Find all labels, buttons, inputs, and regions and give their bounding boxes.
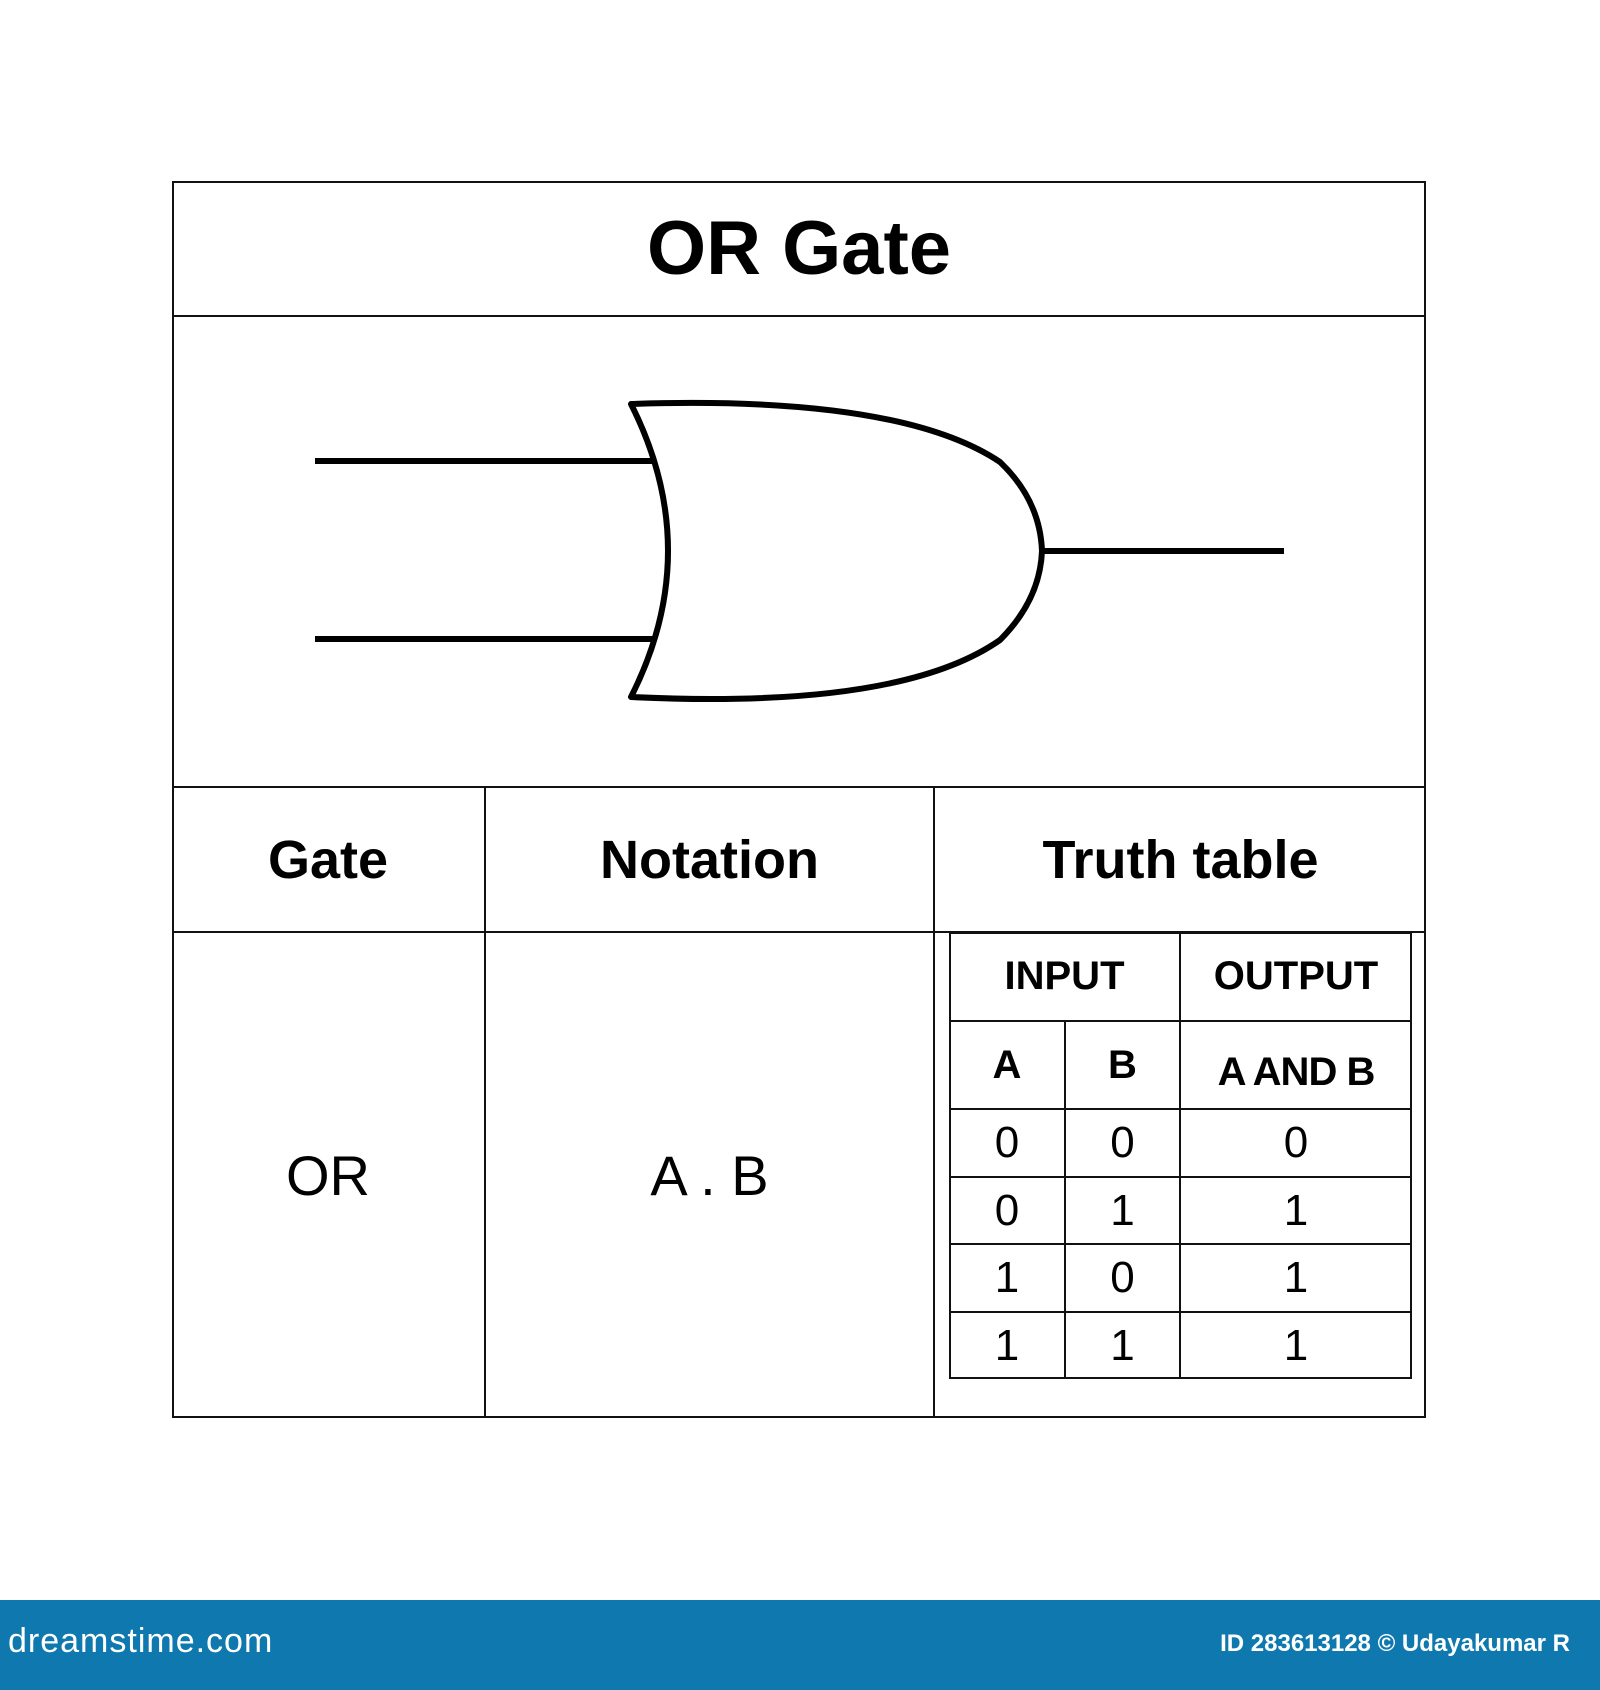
cell-b: 0 bbox=[1110, 1117, 1135, 1167]
cell-a: 0 bbox=[994, 1185, 1020, 1235]
cell-a: 0 bbox=[994, 1117, 1020, 1167]
or-gate-body bbox=[631, 403, 1042, 699]
column-output-header: A AND B bbox=[1217, 1049, 1375, 1094]
cell-b: 1 bbox=[1110, 1320, 1135, 1370]
gate-notation: A . B bbox=[650, 1144, 769, 1207]
column-a-header: A bbox=[992, 1042, 1022, 1087]
header-truth-table: Truth table bbox=[1042, 829, 1319, 890]
cell-output: 1 bbox=[1283, 1185, 1309, 1235]
output-header: OUTPUT bbox=[1213, 953, 1379, 998]
input-header: INPUT bbox=[1004, 953, 1125, 998]
gate-name: OR bbox=[286, 1144, 370, 1207]
dreamstime-logo[interactable]: dreamstime.com bbox=[8, 1622, 274, 1660]
cell-output: 1 bbox=[1283, 1252, 1309, 1302]
cell-a: 1 bbox=[994, 1252, 1020, 1302]
header-notation: Notation bbox=[600, 829, 819, 890]
column-b-header: B bbox=[1108, 1042, 1137, 1087]
or-gate-symbol bbox=[172, 316, 1426, 786]
cell-b: 1 bbox=[1110, 1185, 1135, 1235]
image-credit: ID 283613128 © Udayakumar R bbox=[1220, 1630, 1570, 1657]
cell-b: 0 bbox=[1110, 1252, 1135, 1302]
cell-a: 1 bbox=[994, 1320, 1020, 1370]
page-title: OR Gate bbox=[646, 206, 952, 291]
header-gate: Gate bbox=[267, 829, 389, 890]
footer-bar bbox=[0, 1600, 1600, 1690]
cell-output: 1 bbox=[1283, 1320, 1309, 1370]
cell-output: 0 bbox=[1283, 1117, 1309, 1167]
